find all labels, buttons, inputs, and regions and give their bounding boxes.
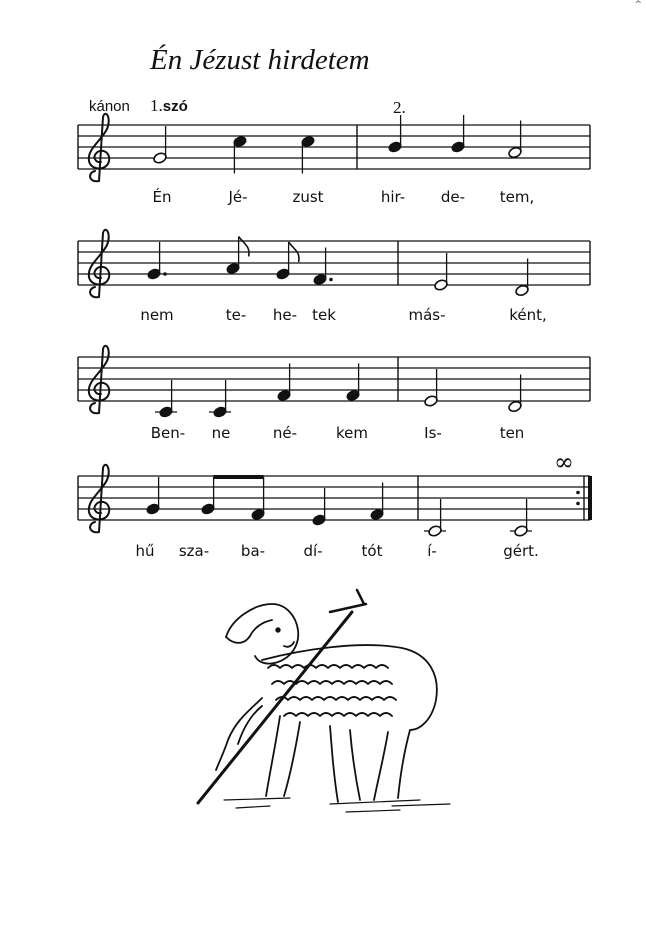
lyric-syllable: ne [211, 424, 231, 442]
augmentation-dot [163, 272, 167, 276]
lyric-syllable: Is- [424, 424, 442, 442]
staff-row-1 [78, 114, 590, 206]
note-flag [239, 237, 249, 257]
voice-1-word: szó [162, 98, 188, 115]
lyric-syllable: sza- [178, 542, 210, 560]
lyric-syllable: né- [272, 424, 298, 442]
lyric-syllable: ba- [240, 542, 266, 560]
lyric-syllable: Én [152, 188, 172, 206]
end-mark: ∞ [554, 448, 574, 476]
lyric-syllable: hir- [380, 188, 406, 206]
lyric-syllable: tek [312, 306, 336, 324]
voice-1-number: 1. [150, 96, 163, 115]
staves [78, 114, 590, 560]
lyric-syllable: ten [499, 424, 525, 442]
lyric-syllable: nem [140, 306, 174, 324]
lyric-syllable: ként, [509, 306, 547, 324]
lyric-syllable: dí- [303, 542, 323, 560]
lyric-syllable: más- [408, 306, 446, 324]
lyric-syllable: Jé- [228, 188, 248, 206]
lyric-syllable: í- [427, 542, 437, 560]
lyric-syllable: gért. [503, 542, 539, 560]
lyric-syllable: he- [272, 306, 298, 324]
lyric-syllable: te- [225, 306, 247, 324]
staff-row-3 [78, 346, 590, 442]
lyric-syllable: Ben- [150, 424, 186, 442]
lamb-with-cross-icon [198, 590, 450, 812]
staff-row-4 [78, 448, 590, 560]
lyric-syllable: tót [361, 542, 383, 560]
augmentation-dot [329, 278, 333, 282]
repeat-dot [576, 491, 580, 495]
lyric-syllable: zust [292, 188, 324, 206]
song-title: Én Jézust hirdetem [150, 44, 370, 76]
repeat-dot [576, 502, 580, 506]
canon-label: kánon [89, 98, 130, 115]
corner-mark: ^ [634, 0, 642, 10]
voice-2-label: 2. [393, 98, 406, 117]
staff-row-2 [78, 230, 590, 324]
lyric-syllable: de- [440, 188, 466, 206]
lyric-syllable: tem, [499, 188, 535, 206]
lyric-syllable: kem [336, 424, 368, 442]
lyric-syllable: hű [135, 542, 155, 560]
